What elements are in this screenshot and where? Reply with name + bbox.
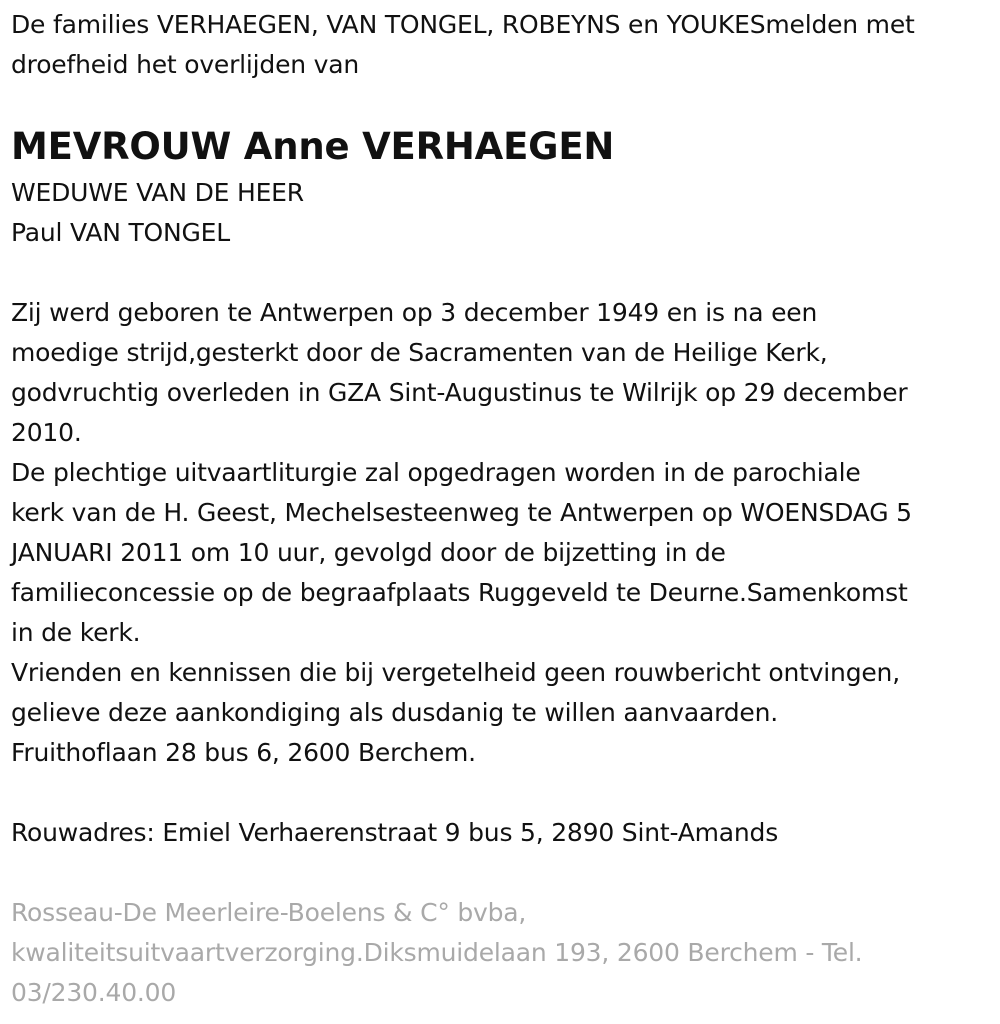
footer-line: 03/230.40.00 [11,978,177,1007]
funeral-director-footer [11,893,862,1013]
body-line: Vrienden en kennissen die bij vergetelheid geen rouwbericht ontvingen, [11,658,900,687]
body-line: familieconcessie op de begraafplaats Ruggeveld te Deurne.Samenkomst [11,578,908,607]
deceased-name: MEVROUW Anne VERHAEGEN [11,125,615,168]
body-line: Zij werd geboren te Antwerpen op 3 december 1949 en is na een [11,298,818,327]
body-line: 2010. [11,418,82,447]
footer-line: Rosseau-De Meerleire-Boelens & C° bvba, [11,898,527,927]
subtitle-line: Paul VAN TONGEL [11,218,231,247]
intro-paragraph [11,5,915,85]
mourning-address-text: Rouwadres: Emiel Verhaerenstraat 9 bus 5, 2890 Sint-Amands [11,818,779,847]
body-line: moedige strijd,gesterkt door de Sacramenten van de Heilige Kerk, [11,338,828,367]
body-line: in de kerk. [11,618,141,647]
notice-body [11,293,912,773]
body-line: godvruchtig overleden in GZA Sint-Augustinus te Wilrijk op 29 december [11,378,908,407]
body-line: De plechtige uitvaartliturgie zal opgedragen worden in de parochiale [11,458,861,487]
body-line: Fruithoflaan 28 bus 6, 2600 Berchem. [11,738,476,767]
footer-line: kwaliteitsuitvaartverzorging.Diksmuidelaan 193, 2600 Berchem - Tel. [11,938,863,967]
body-line: gelieve deze aankondiging als dusdanig te willen aanvaarden. [11,698,779,727]
subtitle-line: WEDUWE VAN DE HEER [11,178,304,207]
intro-line: droefheid het overlijden van [11,50,360,79]
mourning-address [11,813,778,853]
body-line: kerk van de H. Geest, Mechelsesteenweg te Antwerpen op WOENSDAG 5 [11,498,912,527]
deceased-subtitle [11,173,304,253]
intro-line: De families VERHAEGEN, VAN TONGEL, ROBEYNS en YOUKESmelden met [11,10,915,39]
body-line: JANUARI 2011 om 10 uur, gevolgd door de bijzetting in de [11,538,726,567]
